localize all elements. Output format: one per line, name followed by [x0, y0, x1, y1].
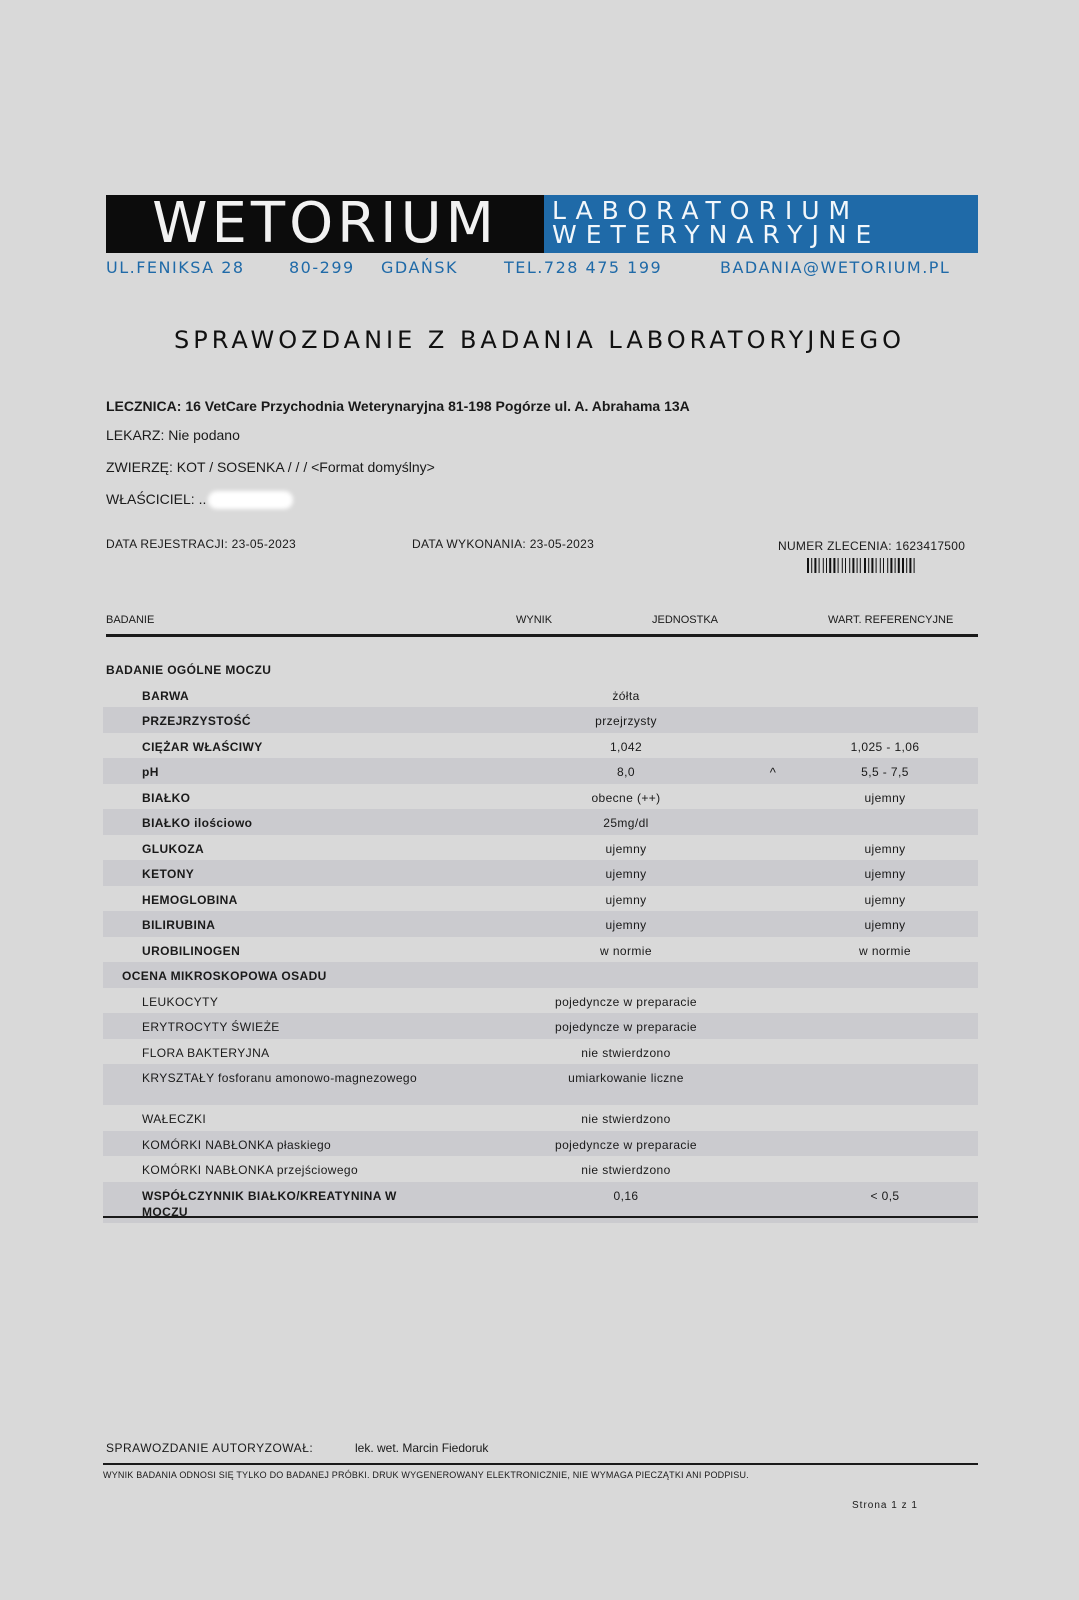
- table-row: [103, 1105, 978, 1131]
- test-name: OCENA MIKROSKOPOWA OSADU: [122, 969, 327, 983]
- test-result: przejrzysty: [595, 714, 657, 728]
- barcode-bar: [876, 558, 877, 573]
- reference-range: ujemny: [864, 867, 906, 881]
- test-name: BADANIE OGÓLNE MOCZU: [106, 663, 272, 677]
- test-result: pojedyncze w preparacie: [555, 1137, 697, 1152]
- barcode-bar: [906, 558, 907, 573]
- brand-subtitle: [544, 195, 978, 253]
- barcode-bar: [895, 558, 896, 573]
- results-table-header: [106, 614, 978, 637]
- test-name: KRYSZTAŁY fosforanu amonowo-magnezowego: [142, 1071, 418, 1085]
- reference-range: ujemny: [864, 918, 906, 932]
- owner-label: WŁAŚCICIEL: ..: [106, 491, 207, 507]
- city: GDAŃSK: [381, 258, 458, 277]
- barcode-bar: [814, 558, 816, 573]
- test-result: ujemny: [605, 841, 647, 856]
- barcode-bar: [807, 558, 809, 573]
- phone: TEL.728 475 199: [504, 258, 663, 277]
- barcode-bar: [826, 558, 827, 573]
- test-result: 25mg/dl: [603, 816, 649, 830]
- column-header-test: BADANIE: [106, 614, 155, 626]
- test-result: w normie: [600, 943, 652, 958]
- barcode-bar: [902, 558, 904, 573]
- test-name: BIAŁKO ilościowo: [142, 816, 253, 830]
- test-result: obecne (++): [591, 790, 661, 805]
- barcode-bar: [871, 558, 873, 573]
- brand-subtitle-line1: LABORATORIUM: [552, 196, 860, 225]
- barcode-bar: [864, 558, 866, 573]
- test-result: 8,0: [617, 765, 635, 779]
- registration-date: DATA REJESTRACJI: 23-05-2023: [106, 537, 297, 551]
- redacted-owner-name: [208, 491, 293, 509]
- table-row: [103, 1064, 978, 1105]
- section-header-row: [103, 656, 978, 682]
- reference-range: ujemny: [864, 790, 906, 805]
- table-row: [103, 707, 978, 733]
- test-name: KOMÓRKI NABŁONKA przejściowego: [142, 1163, 359, 1177]
- address: UL.FENIKSA 28: [106, 258, 245, 277]
- doctor-info: LEKARZ: Nie podano: [106, 427, 240, 443]
- barcode: [807, 558, 955, 573]
- barcode-bar: [914, 558, 915, 573]
- barcode-bar: [909, 558, 911, 573]
- test-name: WAŁECZKI: [142, 1112, 207, 1126]
- reference-range: 5,5 - 7,5: [861, 765, 909, 779]
- reference-range: 1,025 - 1,06: [850, 739, 920, 754]
- table-row: [103, 758, 978, 784]
- test-result: ujemny: [605, 918, 647, 932]
- test-name: WSPÓŁCZYNNIK BIAŁKO/KREATYNINA W MOCZU: [142, 1188, 397, 1219]
- test-name: ERYTROCYTY ŚWIEŻE: [142, 1020, 280, 1034]
- footer-note: WYNIK BADANIA ODNOSI SIĘ TYLKO DO BADANEJ PRÓBKI. DRUK WYGENEROWANY ELEKTRONICZNIE, NIE WYMAGA PIECZĄTKI ANI PODPISU.: [103, 1470, 749, 1480]
- test-result: 1,042: [609, 739, 643, 754]
- test-result: nie stwierdzono: [581, 1045, 671, 1060]
- email-link[interactable]: BADANIA@WETORIUM.PL: [720, 258, 951, 277]
- authorized-name: lek. wet. Marcin Fiedoruk: [355, 1441, 489, 1455]
- authorized-label: SPRAWOZDANIE AUTORYZOWAŁ:: [106, 1441, 314, 1455]
- reference-range: ujemny: [864, 841, 906, 856]
- reference-range: < 0,5: [870, 1188, 900, 1203]
- barcode-bar: [823, 558, 824, 573]
- table-row: [103, 835, 978, 861]
- page-number: Strona 1 z 1: [852, 1500, 918, 1511]
- report-title: SPRAWOZDANIE Z BADANIA LABORATORYJNEGO: [174, 326, 905, 354]
- barcode-bar: [857, 558, 858, 573]
- barcode-bar: [880, 558, 881, 573]
- test-name: GLUKOZA: [142, 841, 205, 856]
- test-result: żółta: [612, 688, 640, 703]
- barcode-bar: [811, 558, 812, 573]
- barcode-bar: [849, 558, 850, 573]
- barcode-bar: [890, 558, 892, 573]
- table-row: [103, 988, 978, 1014]
- table-row: [103, 784, 978, 810]
- test-name: CIĘŻAR WŁAŚCIWY: [142, 739, 263, 754]
- table-row: [103, 733, 978, 759]
- reference-range: w normie: [859, 943, 911, 958]
- table-row: [103, 886, 978, 912]
- clinic-info: LECZNICA: 16 VetCare Przychodnia Weterynaryjna 81-198 Pogórze ul. A. Abrahama 13A: [106, 398, 690, 414]
- barcode-bar: [852, 558, 854, 573]
- test-name: KOMÓRKI NABŁONKA płaskiego: [142, 1137, 332, 1152]
- abnormal-flag: ^: [769, 765, 777, 780]
- test-result: umiarkowanie liczne: [568, 1071, 684, 1085]
- test-result: 0,16: [613, 1188, 639, 1203]
- table-row: [103, 911, 978, 937]
- test-name: HEMOGLOBINA: [142, 892, 238, 907]
- barcode-bar: [829, 558, 831, 573]
- barcode-bar: [887, 558, 888, 573]
- column-header-result: WYNIK: [516, 614, 553, 626]
- test-name: pH: [142, 765, 159, 779]
- barcode-bar: [842, 558, 843, 573]
- reference-range: ujemny: [864, 892, 906, 907]
- test-name: LEUKOCYTY: [142, 994, 219, 1009]
- barcode-bar: [838, 558, 839, 573]
- table-row: [103, 1013, 978, 1039]
- test-result: nie stwierdzono: [581, 1112, 671, 1126]
- postal-code: 80-299: [289, 258, 355, 277]
- barcode-bar: [819, 558, 820, 573]
- test-name: BILIRUBINA: [142, 918, 216, 932]
- brand-name: WETORIUM: [106, 195, 544, 253]
- barcode-bar: [868, 558, 869, 573]
- test-name: PRZEJRZYSTOŚĆ: [142, 714, 251, 728]
- table-row: [103, 1131, 978, 1157]
- brand-subtitle-line2: WETERYNARYJNE: [552, 220, 881, 249]
- table-row: [103, 682, 978, 708]
- test-result: pojedyncze w preparacie: [555, 994, 697, 1009]
- order-number: NUMER ZLECENIA: 1623417500: [778, 539, 966, 553]
- barcode-bar: [833, 558, 835, 573]
- barcode-bar: [883, 558, 884, 573]
- table-row: [103, 937, 978, 963]
- table-row: [103, 1039, 978, 1065]
- lab-logo-banner: [106, 191, 978, 256]
- test-result: ujemny: [605, 892, 647, 907]
- barcode-bar: [860, 558, 861, 573]
- test-result: nie stwierdzono: [581, 1163, 671, 1177]
- test-name: UROBILINOGEN: [142, 943, 241, 958]
- test-name: FLORA BAKTERYJNA: [142, 1045, 270, 1060]
- section-header-row: [103, 962, 978, 988]
- barcode-bar: [898, 558, 900, 573]
- table-row: [103, 809, 978, 835]
- column-header-unit: JEDNOSTKA: [652, 614, 719, 626]
- test-name: BIAŁKO: [142, 790, 191, 805]
- footer-rule: [103, 1463, 978, 1465]
- test-result: pojedyncze w preparacie: [555, 1020, 697, 1034]
- owner-info: [106, 491, 293, 509]
- table-row: [103, 860, 978, 886]
- test-name: BARWA: [142, 688, 190, 703]
- barcode-bar: [845, 558, 846, 573]
- results-table-body: [103, 656, 978, 1223]
- column-header-reference: WART. REFERENCYJNE: [828, 614, 954, 626]
- table-row: [103, 1156, 978, 1182]
- table-bottom-rule: [103, 1216, 978, 1218]
- execution-date: DATA WYKONANIA: 23-05-2023: [412, 537, 595, 551]
- test-name: KETONY: [142, 867, 195, 881]
- animal-info: ZWIERZĘ: KOT / SOSENKA / / / <Format domyślny>: [106, 459, 435, 475]
- test-result: ujemny: [605, 867, 647, 881]
